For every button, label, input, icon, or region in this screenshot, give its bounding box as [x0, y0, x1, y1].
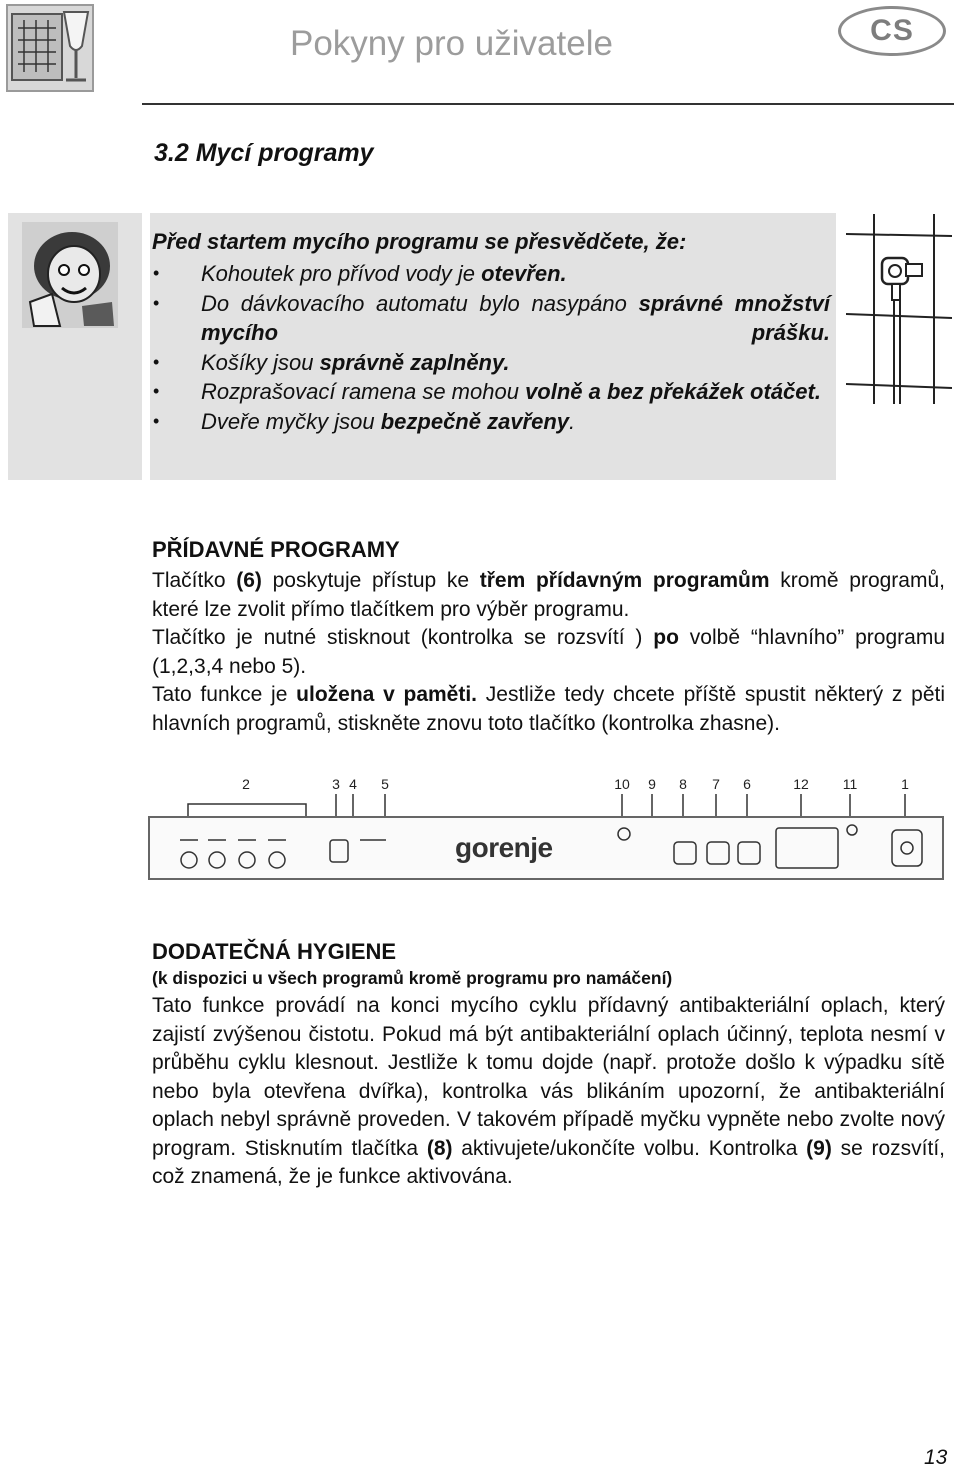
hygiene-heading: DODATEČNÁ HYGIENE	[152, 939, 397, 964]
water-tap-icon	[846, 214, 952, 404]
extra-programs-paragraph-3: Tato funkce je uložena v paměti. Jestliže tedy chcete příště spustit některý z pěti hlavních programů, stiskněte znovu toto tlačítko (kontrolka zhasne).	[152, 683, 946, 735]
callout-label: 7	[712, 776, 720, 792]
dishwasher-glass-icon	[6, 4, 94, 92]
checklist-lead: Před startem mycího programu se přesvědčete, že:	[152, 229, 687, 254]
extra-programs-paragraph-2: Tlačítko je nutné stisknout (kontrolka se rozsvítí ) po volbě “hlavního” programu (1,2,3,4 nebo 5).	[152, 626, 945, 678]
page-number: 13	[924, 1446, 948, 1469]
hygiene-paragraph: Tato funkce provádí na konci mycího cyklu přídavný antibakteriální oplach, který zajistí zvýšenou čistotu. Pokud má být antibakteriální oplach účinný, teplota nesmí v průběhu cyklu klesnout. Jestliže k tomu dojde (např. protože došlo k výpadku sítě nebo byla otevřena dvířka), kontrolka vás blikáním upozorní, že antibakteriální oplach nebyl správně proveden. V takovém případě myčku vypněte nebo zvolte nový program. Stisknutím tlačítka (8) aktivujete/ukončíte volbu. Kontrolka (9) se rozsvítí, což znamená, že je funkce aktivována.	[152, 994, 946, 1188]
brand-logo: gorenje	[455, 832, 553, 863]
callout-label: 6	[743, 776, 751, 792]
header-divider	[142, 103, 954, 105]
callout-label: 4	[349, 776, 357, 792]
language-badge: CS	[838, 6, 946, 56]
header-title: Pokyny pro uživatele	[290, 24, 613, 63]
checklist	[152, 259, 830, 436]
callout-label: 9	[648, 776, 656, 792]
callout-label: 2	[242, 776, 250, 792]
callout-label: 5	[381, 776, 389, 792]
mascot-icon	[22, 222, 118, 328]
list-item: • Košíky jsou správně zaplněny.	[152, 348, 830, 378]
extra-programs-heading: PŘÍDAVNÉ PROGRAMY	[152, 537, 400, 562]
list-item: • Dveře myčky jsou bezpečně zavřeny.	[152, 407, 830, 437]
list-item: • Rozprašovací ramena se mohou volně a bez překážek otáčet.	[152, 377, 830, 407]
callout-label: 12	[793, 776, 809, 792]
section-title: 3.2 Mycí programy	[154, 139, 374, 167]
control-panel-diagram	[148, 776, 948, 884]
extra-programs-paragraph-1: Tlačítko (6) poskytuje přístup ke třem přídavným programům kromě programů, které lze zvolit přímo tlačítkem pro výběr programu.	[152, 569, 945, 621]
list-item: • Do dávkovacího automatu bylo nasypáno správné množství mycího prášku.	[152, 289, 830, 348]
list-item: • Kohoutek pro přívod vody je otevřen.	[152, 259, 830, 289]
callout-label: 11	[842, 776, 858, 792]
callout-label: 1	[901, 776, 909, 792]
callout-label: 3	[332, 776, 340, 792]
callout-label: 8	[679, 776, 687, 792]
callout-label: 10	[614, 776, 630, 792]
hygiene-subheading: (k dispozici u všech programů kromě programu pro namáčení)	[152, 968, 673, 988]
control-panel	[148, 816, 944, 880]
